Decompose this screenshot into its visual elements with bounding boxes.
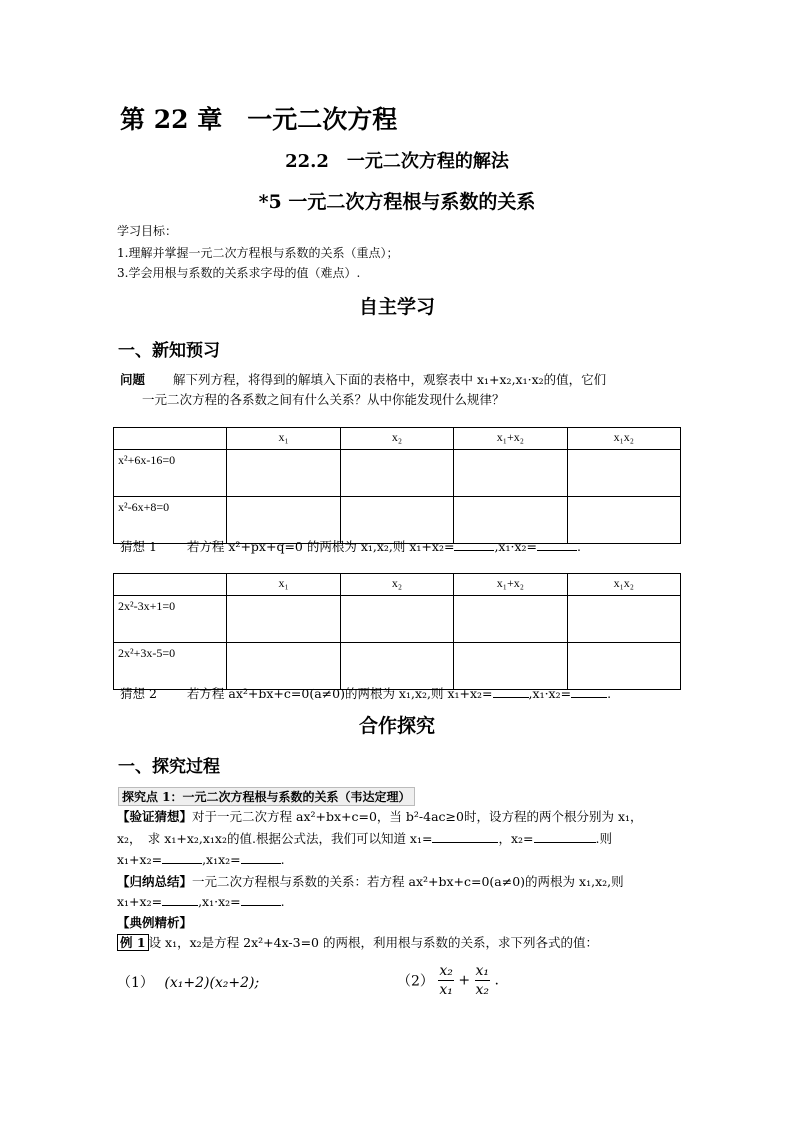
equation-cell: 2x²-3x+1=0: [114, 596, 227, 643]
answer-cell[interactable]: [567, 643, 680, 690]
answer-cell[interactable]: [227, 450, 340, 497]
answer-blank[interactable]: [162, 893, 198, 906]
guess-2-text: 若方程 ax²+bx+c=0(a≠0)的两根为 x₁,x₂,则 x₁+x₂=: [186, 686, 493, 701]
answer-cell[interactable]: [454, 643, 567, 690]
equation-cell: x²+6x-16=0: [114, 450, 227, 497]
goal-item-2: 3.学会用根与系数的关系求字母的值（难点）.: [117, 266, 361, 280]
example-item-1: [117, 972, 259, 992]
roots-table-2: [113, 573, 681, 690]
verify-text-3a: x₁+x₂=: [117, 852, 163, 867]
item-2-end: .: [494, 972, 499, 989]
answer-blank[interactable]: [432, 830, 498, 843]
verify-line-1: [117, 807, 643, 825]
answer-blank[interactable]: [537, 538, 577, 551]
equation-cell: 2x²+3x-5=0: [114, 643, 227, 690]
guess-2-text-b: ,x₁·x₂=: [528, 686, 572, 701]
answer-cell[interactable]: [567, 450, 680, 497]
summary-line-2: [117, 893, 285, 909]
example-item-2: [397, 962, 499, 999]
example-heading: 【典例精析】: [117, 915, 193, 930]
explore-subheading: 一、探究过程: [118, 757, 220, 777]
item-1-expression: (x₁+2)(x₂+2);: [164, 975, 260, 991]
answer-cell[interactable]: [227, 596, 340, 643]
verify-text-2a: x₂， 求 x₁+x₂,x₁x₂的值.根据公式法，我们可以知道 x₁=: [117, 831, 433, 846]
table-header-cell: x₁: [227, 574, 340, 596]
answer-cell[interactable]: [340, 450, 453, 497]
answer-blank[interactable]: [571, 685, 607, 698]
table-header-cell: [114, 428, 227, 450]
question-label: 问题: [120, 372, 146, 387]
verify-line-2: [117, 829, 612, 847]
fraction-x2-over-x1: [438, 962, 454, 999]
guess-2-label: 猜想 2: [120, 686, 157, 701]
answer-cell[interactable]: [340, 643, 453, 690]
summary-text-2c: .: [280, 894, 285, 909]
summary-text-2b: ,x₁·x₂=: [198, 894, 241, 909]
verify-tag: 【验证猜想】: [117, 809, 193, 824]
section-title: 22.2 一元二次方程的解法: [285, 151, 509, 172]
fraction-numerator: x₁: [475, 963, 490, 979]
question-line-1: 解下列方程，将得到的解填入下面的表格中，观察表中 x₁+x₂,x₁·x₂的值，它们: [173, 372, 607, 387]
table-header-cell: x₁+x₂: [454, 428, 567, 450]
item-2-label: （2）: [397, 973, 434, 990]
summary-line-1: [117, 872, 624, 890]
table-header-cell: x₁: [227, 428, 340, 450]
table-header-cell: x₁x₂: [567, 574, 680, 596]
example-text: 设 x₁，x₂是方程 2x²+4x-3=0 的两根，利用根与系数的关系，求下列各式的值：: [148, 935, 598, 950]
table-row: [114, 643, 681, 690]
summary-text-2a: x₁+x₂=: [117, 894, 163, 909]
verify-text-1: 对于一元二次方程 ax²+bx+c=0，当 b²-4ac≥0时，设方程的两个根分别为 x₁，: [192, 809, 643, 824]
item-1-label: （1）: [117, 975, 154, 991]
table-header-row: [114, 574, 681, 596]
table-header-cell: x₁+x₂: [454, 574, 567, 596]
topic-title: *5 一元二次方程根与系数的关系: [258, 191, 536, 213]
equation-cell: x²-6x+8=0: [114, 497, 227, 544]
summary-text-1: 一元二次方程根与系数的关系：若方程 ax²+bx+c=0(a≠0)的两根为 x₁,x₂,则: [192, 874, 624, 889]
verify-text-2c: .则: [595, 831, 612, 846]
goal-item-1: 1.理解并掌握一元二次方程根与系数的关系（重点）；: [117, 246, 399, 260]
preview-subheading: 一、新知预习: [118, 341, 220, 361]
plus-sign: +: [458, 972, 471, 989]
summary-tag: 【归纳总结】: [117, 874, 193, 889]
answer-blank[interactable]: [162, 851, 202, 864]
verify-text-2b: ，x₂=: [498, 831, 534, 846]
fraction-x1-over-x2: [475, 962, 491, 999]
guess-1-text-c: .: [576, 539, 581, 554]
table-header-cell: [114, 574, 227, 596]
guess-1-text: 若方程 x²+px+q=0 的两根为 x₁,x₂,则 x₁+x₂=: [186, 539, 455, 554]
verify-text-3b: ,x₁x₂=: [202, 852, 241, 867]
table-header-row: [114, 428, 681, 450]
question-line-2: 一元二次方程的各系数之间有什么关系？从中你能发现什么规律？: [142, 392, 505, 407]
answer-cell[interactable]: [567, 497, 680, 544]
fraction-denominator: x₁: [439, 982, 453, 998]
answer-cell[interactable]: [567, 596, 680, 643]
table-row: [114, 450, 681, 497]
answer-cell[interactable]: [454, 596, 567, 643]
table-row: [114, 596, 681, 643]
guess-2-text-c: .: [607, 686, 612, 701]
example-tag: 例 1: [117, 934, 149, 951]
answer-blank[interactable]: [241, 851, 281, 864]
answer-blank[interactable]: [493, 685, 529, 698]
answer-blank[interactable]: [454, 538, 494, 551]
fraction-denominator: x₂: [475, 982, 490, 998]
answer-cell[interactable]: [454, 450, 567, 497]
guess-1: [120, 537, 581, 555]
fraction-numerator: x₂: [439, 963, 453, 979]
table-header-cell: x₂: [340, 574, 453, 596]
explore-point-label: 探究点 1：一元二次方程根与系数的关系（韦达定理）: [118, 787, 415, 806]
example-1: [117, 933, 598, 951]
verify-text-3c: .: [280, 852, 285, 867]
goals-title: 学习目标：: [117, 224, 178, 238]
table-header-cell: x₂: [340, 428, 453, 450]
verify-line-3: [117, 851, 285, 867]
answer-blank[interactable]: [241, 893, 281, 906]
answer-cell[interactable]: [227, 643, 340, 690]
guess-1-label: 猜想 1: [120, 539, 157, 554]
answer-cell[interactable]: [340, 596, 453, 643]
guess-1-text-b: ,x₁·x₂=: [494, 539, 537, 554]
coop-heading: 合作探究: [358, 715, 435, 737]
chapter-title: 第 22 章 一元二次方程: [120, 105, 398, 134]
roots-table-1: [113, 427, 681, 544]
answer-blank[interactable]: [534, 830, 596, 843]
table-header-cell: x₁x₂: [567, 428, 680, 450]
guess-2: [120, 684, 611, 702]
self-study-heading: 自主学习: [358, 296, 435, 318]
